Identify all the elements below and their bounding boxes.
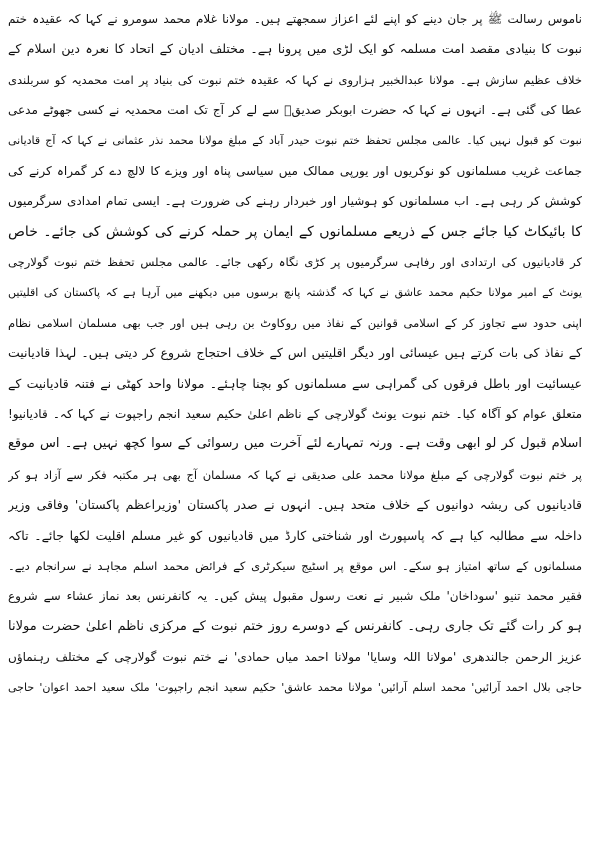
text-line: اپنی حدود سے تجاوز کر کے اسلامی قوانین کے نفاذ میں روکاوٹ بن رہی ہیں اور جب بھی مسلمان اسلامی نظام [8, 315, 582, 330]
text-line: خلاف عظیم سازش ہے۔ مولانا عبدالخبیر ہزاروی نے کہا کہ عقیدہ ختم نبوت کی بنیاد پر امت محمدیہ کو سربلندی [8, 72, 582, 87]
text-line: کا بائیکاٹ کیا جائے جس کے ذریعے مسلمانوں کے ایمان پر حملہ کرنے کی کوشش کی جائے۔ خاص [8, 223, 582, 240]
text-line: قادیانیوں کی ریشہ دوانیوں کے خلاف متحد ہیں۔ انہوں نے صدر پاکستان 'وزیراعظم پاکستان' وفاقی وزیر [8, 497, 582, 513]
text-line: عزیز الرحمن جالندھری 'مولانا اللہ وسایا' مولانا احمد میاں حمادی' نے ختم نبوت گولارچی کے مختلف رہنماؤں [8, 650, 582, 665]
text-line: حاجی بلال احمد آرائیں' محمد اسلم آرائیں' مولانا محمد عاشق' حکیم سعید انجم راجپوت' ملک سعید احمد اعوان' حاجی [8, 680, 582, 694]
text-line: داخلہ سے مطالبہ کیا ہے کہ پاسپورٹ اور شناختی کارڈ میں قادیانیوں کو غیر مسلم اقلیت لکھا جائے۔ تاکہ [8, 527, 582, 543]
text-line: عطا کی گئی ہے۔ انہوں نے کہا کہ حضرت ابوبکر صدیقؓ سے لے کر آج تک امت محمدیہ نے کسی جھوٹے مدعی [8, 103, 582, 118]
text-line: پر ختم نبوت گولارچی کے مبلغ مولانا محمد علی صدیقی نے کہا کہ مسلمان آج بھی ہر مکتبہ فکر سے آزاد ہو کر [8, 467, 582, 482]
article-body [8, 4, 582, 858]
text-line: نبوت کا بنیادی مقصد امت مسلمہ کو ایک لڑی میں پرونا ہے۔ مختلف ادیان کے اتحاد کا نعرہ دین اسلام کے [8, 41, 582, 57]
text-line: عیسائیت اور باطل فرقوں کی گمراہی سے مسلمانوں کو بچنا چاہئے۔ مولانا واحد کھٹی نے فتنہ قادیانیت کے [8, 375, 582, 391]
text-line: متعلق عوام کو آگاہ کیا۔ ختم نبوت یونٹ گولارچی کے ناظم اعلیٰ حکیم سعید انجم راجپوت نے کہا کہ۔ قادیانیو! [8, 407, 582, 422]
text-line: اسلام قبول کر لو ابھی وقت ہے۔ ورنہ تمہارے لئے آخرت میں رسوائی کے سوا کچھ نہیں ہے۔ اس موقع [8, 436, 582, 452]
text-line: کر قادیانیوں کی ارتدادی اور رفاہی سرگرمیوں پر کڑی نگاہ رکھی جائے۔ عالمی مجلس تحفظ ختم نبوت گولارچی [8, 255, 582, 270]
text-line: نبوت کو قبول نہیں کیا۔ عالمی مجلس تحفظ ختم نبوت حیدر آباد کے مبلغ مولانا محمد نذر عثمانی نے کہا کہ آج قادیانی [8, 133, 582, 147]
text-line: ناموس رسالت ﷺ پر جان دینے کو اپنے لئے اعزاز سمجھتے ہیں۔ مولانا غلام محمد سومرو نے کہا کہ عقیدہ ختم [8, 12, 582, 26]
text-line: ہو کر رات گئے تک جاری رہی۔ کانفرنس کے دوسرے روز ختم نبوت کے مرکزی ناظم اعلیٰ حضرت مولانا [8, 618, 582, 634]
text-line: مسلمانوں کے ساتھ امتیاز ہو سکے۔ اس موقع پر اسٹیج سیکرٹری کے فرائض محمد اسلم مجاہد نے سرانجام دیے۔ [8, 559, 582, 574]
text-line: جماعت غریب مسلمانوں کو نوکریوں اور یورپی ممالک میں سیاسی پناہ اور ویزے کا لالچ دے کر گمراہ کرنے کی [8, 163, 582, 178]
text-line: فقیر محمد تنیو 'سوداخان' ملک شبیر نے نعت رسول مقبول پیش کیں۔ یہ کانفرنس بعد نماز عشاء سے شروع [8, 589, 582, 604]
text-line: کے نفاذ کی بات کرتے ہیں عیسائی اور دیگر اقلیتیں اس کے خلاف احتجاج شروع کر دیتی ہیں۔ لہذا قادیانیت [8, 345, 582, 361]
text-line: یونٹ کے امیر مولانا حکیم محمد عاشق نے کہا کہ گذشتہ پانچ برسوں میں دیکھنے میں آرہا ہے کہ پاکستان کی اقلیتیں [8, 285, 582, 299]
text-line: کوشش کر رہی ہے۔ اب مسلمانوں کو ہوشیار اور خبردار رہنے کی ضرورت ہے۔ ایسی تمام امدادی سرگرمیوں [8, 194, 582, 209]
